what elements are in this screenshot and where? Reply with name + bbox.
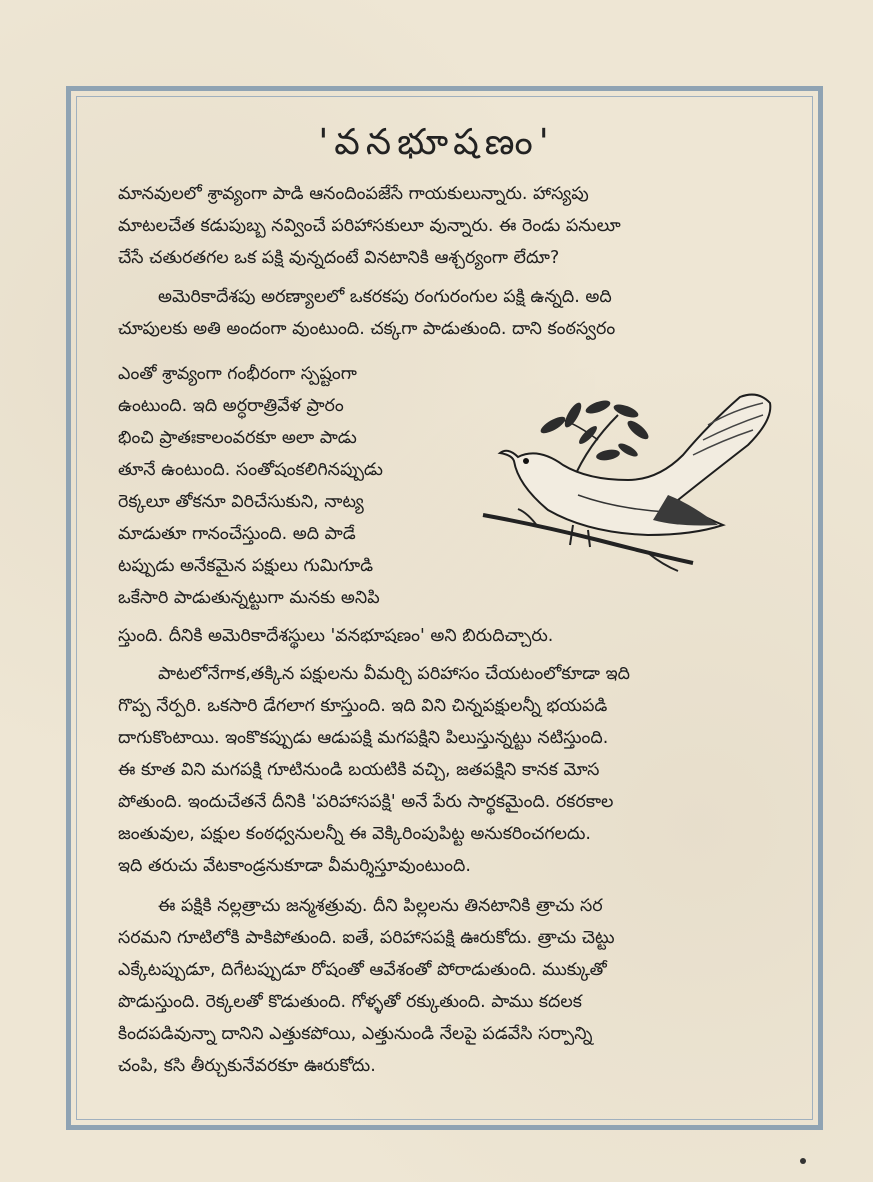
text-line: ఇది తరుచు వేటకాండ్రనుకూడా వీమర్శిస్తూవుంటుంది. (118, 856, 471, 876)
text-line: స్తుంది. దీనికి అమెరికాదేశస్థులు 'వనభూషణం' అని బిరుదిచ్చారు. (118, 626, 554, 646)
mockingbird-illustration (478, 385, 778, 585)
text-line: పొడుస్తుంది. రెక్కలతో కొడుతుంది. గోళ్ళతో రక్కుతుంది. పాము కదలక (118, 992, 582, 1012)
ink-spot (800, 1158, 806, 1164)
text-line: ఒకేసారి పాడుతున్నట్టుగా మనకు అనిపి (118, 588, 380, 608)
text-line: పోతుంది. ఇందుచేతనే దీనికి 'పరిహాసపక్షి' అనే పేరు సార్థకమైంది. రకరకాల (118, 792, 614, 812)
text-line: మానవులలో శ్రావ్యంగా పాడి ఆనందింపజేసే గాయకులున్నారు. హాస్యపు (118, 184, 589, 204)
text-line: దాగుకొంటాయి. ఇంకొకప్పుడు ఆడుపక్షి మగపక్షిని పిలుస్తున్నట్టు నటిస్తుంది. (118, 728, 609, 748)
text-line: రెక్కలూ తోకనూ విరిచేసుకుని, నాట్య (118, 492, 364, 512)
text-line: కిందపడివున్నా దానిని ఎత్తుకపోయి, ఎత్తునుండి నేలపై పడవేసి సర్పాన్ని (118, 1024, 593, 1044)
text-line: అమెరికాదేశపు అరణ్యాలలో ఒకరకపు రంగురంగుల పక్షి ఉన్నది. అది (158, 287, 612, 307)
text-line: మాడుతూ గానంచేస్తుంది. అది పాడే (118, 524, 356, 544)
text-line: ఎంతో శ్రావ్యంగా గంభీరంగా స్పష్టంగా (118, 364, 357, 384)
text-line: సరమని గూటిలోకి పాకిపోతుంది. ఐతే, పరిహాసపక్షి ఊరుకోదు. త్రాచు చెట్టు (118, 928, 615, 948)
text-line: గొప్ప నేర్పరి. ఒకసారి డేగలాగ కూస్తుంది. ఇది విని చిన్నపక్షులన్నీ భయపడి (118, 696, 608, 716)
text-line: ఈ కూత విని మగపక్షి గూటినుండి బయటికి వచ్చి, జతపక్షిని కానక మోస (118, 760, 600, 780)
text-line: చూపులకు అతి అందంగా వుంటుంది. చక్కగా పాడుతుంది. దాని కంఠస్వరం (118, 319, 616, 339)
page-title: 'వనభూషణం' (318, 122, 555, 163)
text-line: టప్పుడు అనేకమైన పక్షులు గుమిగూడి (118, 556, 374, 576)
text-line: భించి ప్రాతఃకాలంవరకూ అలా పాడు (118, 428, 357, 448)
text-line: ఉంటుంది. ఇది అర్ధరాత్రివేళ ప్రారం (118, 396, 344, 416)
text-line: మాటలచేత కడుపుబ్బ నవ్వించే పరిహాసకులూ వున్నారు. ఈ రెండు పనులూ (118, 216, 621, 236)
text-line: ఈ పక్షికి నల్లత్రాచు జన్మశత్రువు. దీని పిల్లలను తినటానికి త్రాచు సర (158, 896, 603, 916)
text-line: జంతువుల, పక్షుల కంఠధ్వనులన్నీ ఈ వెక్కిరింపుపిట్ట అనుకరించగలదు. (118, 824, 591, 844)
text-line: తూనే ఉంటుంది. సంతోషంకలిగినప్పుడు (118, 460, 383, 480)
text-line: ఎక్కేటప్పుడూ, దిగేటప్పుడూ రోషంతో ఆవేశంతో పోరాడుతుంది. ముక్కుతో (118, 960, 607, 980)
text-line: పాటలోనేగాక,తక్కిన పక్షులను వీమర్చి పరిహాసం చేయటంలోకూడా ఇది (158, 664, 630, 684)
text-line: చంపి, కసి తీర్చుకునేవరకూ ఊరుకోదు. (118, 1056, 376, 1076)
text-line: చేసే చతురతగల ఒక పక్షి వున్నదంటే వినటానికి ఆశ్చర్యంగా లేదూ? (118, 248, 560, 268)
